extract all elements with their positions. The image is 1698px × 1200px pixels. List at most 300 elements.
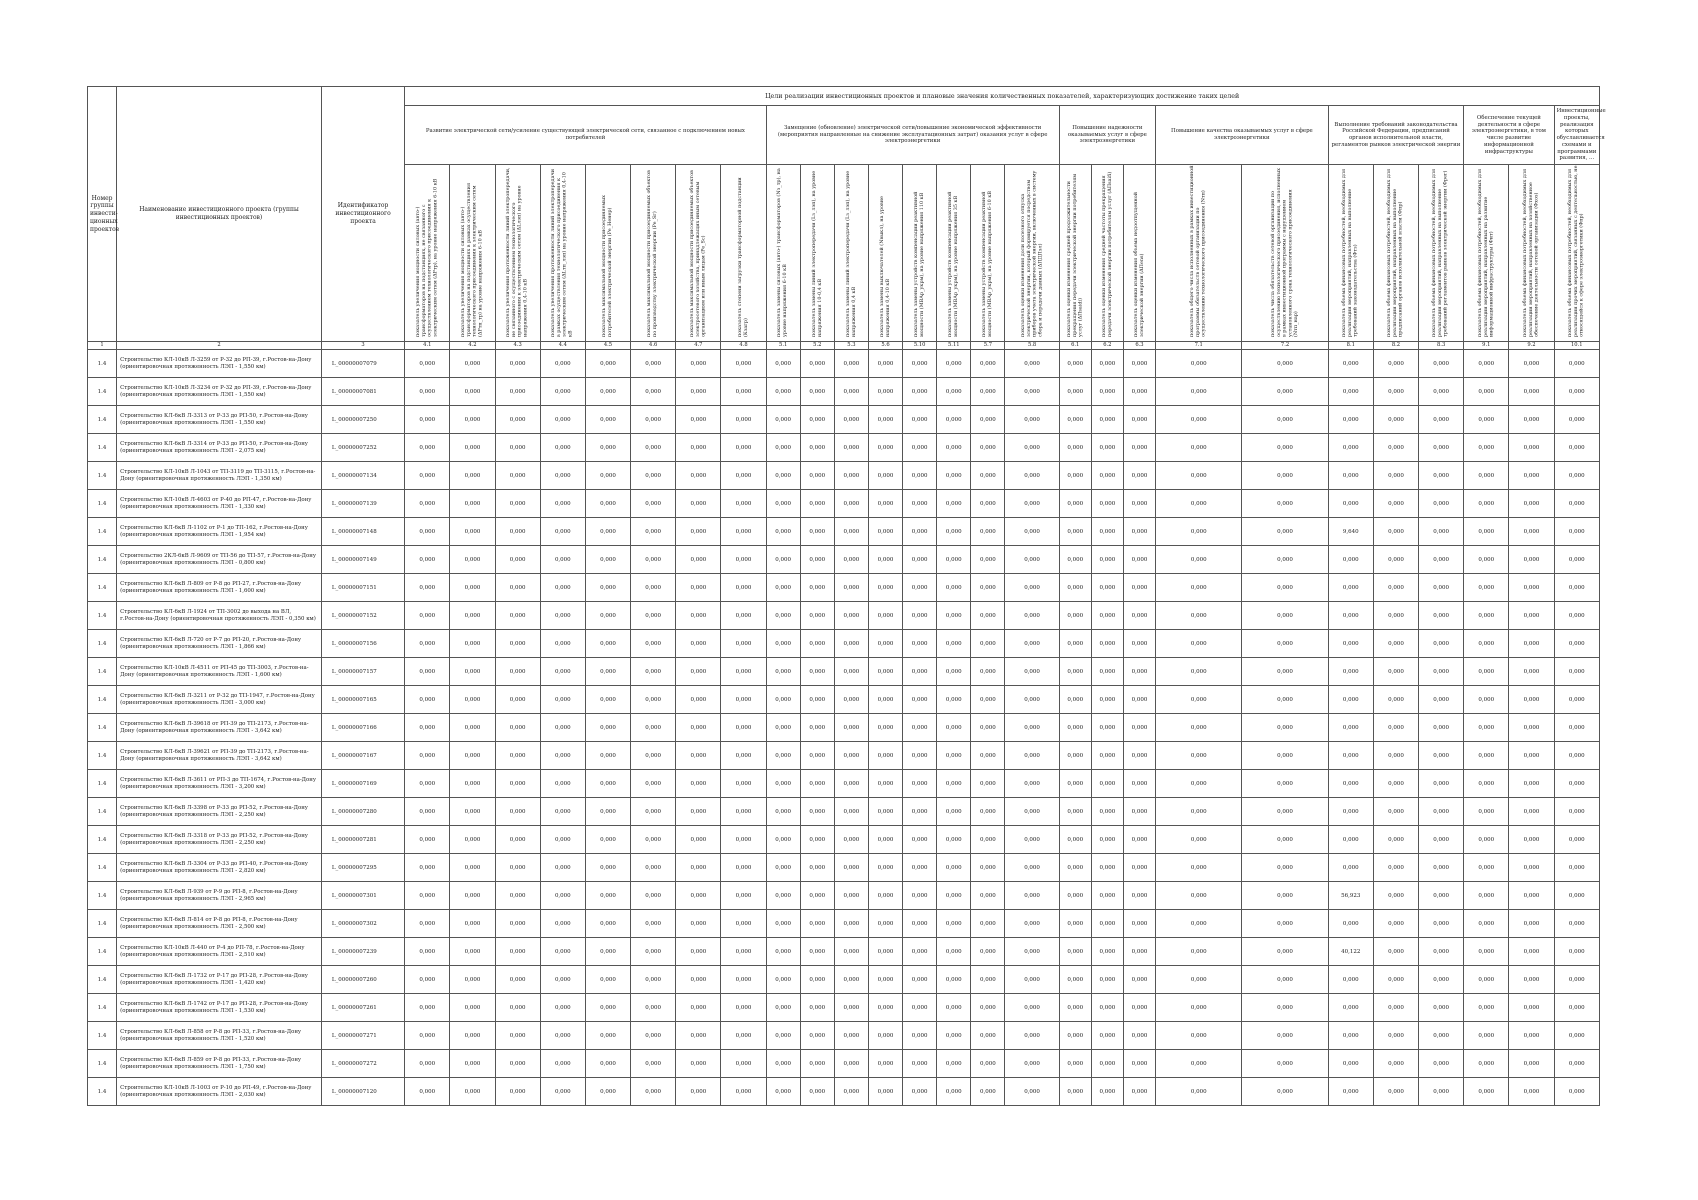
value-cell: 0,000 bbox=[1328, 770, 1373, 798]
value-cell: 0,000 bbox=[903, 854, 937, 882]
value-cell: 0,000 bbox=[1059, 798, 1091, 826]
project-name-cell: Строительство КЛ-10кВ Л-1003 от Р-10 до РП-49, г.Ростов-на-Дону (ориентировочная протяженность ЛЭП - 2,030 км) bbox=[117, 1078, 322, 1106]
value-cell: 0,000 bbox=[721, 910, 766, 938]
indicator-header bbox=[868, 165, 902, 342]
value-cell: 0,000 bbox=[937, 518, 971, 546]
value-cell: 0,000 bbox=[450, 518, 495, 546]
value-cell: 0,000 bbox=[540, 770, 585, 798]
value-cell: 0,000 bbox=[1464, 966, 1509, 994]
value-cell: 0,000 bbox=[1509, 630, 1554, 658]
value-cell: 0,000 bbox=[1123, 378, 1155, 406]
value-cell: 0,000 bbox=[1419, 602, 1464, 630]
value-cell: 0,000 bbox=[631, 854, 676, 882]
value-cell: 0,000 bbox=[766, 1050, 800, 1078]
value-cell: 0,000 bbox=[450, 546, 495, 574]
value-cell: 0,000 bbox=[450, 490, 495, 518]
value-cell: 0,000 bbox=[800, 574, 834, 602]
value-cell: 0,000 bbox=[1005, 1022, 1059, 1050]
group-number-cell: 1.4 bbox=[88, 686, 117, 714]
value-cell: 0,000 bbox=[721, 966, 766, 994]
header-group-quality: Повышение качества оказываемых услуг в сфере электроэнергетики bbox=[1156, 106, 1329, 165]
value-cell: 0,000 bbox=[721, 434, 766, 462]
value-cell: 0,000 bbox=[1464, 630, 1509, 658]
table-row bbox=[88, 854, 1600, 882]
value-cell: 0,000 bbox=[1156, 882, 1242, 910]
value-cell: 0,000 bbox=[1554, 798, 1599, 826]
value-cell: 0,000 bbox=[540, 602, 585, 630]
value-cell: 0,000 bbox=[1373, 966, 1418, 994]
value-cell: 0,000 bbox=[834, 714, 868, 742]
value-cell: 0,000 bbox=[1328, 714, 1373, 742]
value-cell: 0,000 bbox=[1059, 882, 1091, 910]
value-cell: 0,000 bbox=[1554, 490, 1599, 518]
value-cell: 0,000 bbox=[971, 630, 1005, 658]
value-cell: 0,000 bbox=[405, 518, 450, 546]
value-cell: 0,000 bbox=[1373, 798, 1418, 826]
value-cell: 0,000 bbox=[405, 994, 450, 1022]
value-cell: 0,000 bbox=[868, 546, 902, 574]
table-row bbox=[88, 686, 1600, 714]
column-number: 6.3 bbox=[1123, 342, 1155, 350]
value-cell: 0,000 bbox=[800, 406, 834, 434]
value-cell: 0,000 bbox=[1242, 658, 1328, 686]
value-cell: 0,000 bbox=[676, 1078, 721, 1106]
value-cell: 0,000 bbox=[1091, 434, 1123, 462]
value-cell: 0,000 bbox=[766, 966, 800, 994]
table-row bbox=[88, 1022, 1600, 1050]
value-cell: 0,000 bbox=[1509, 686, 1554, 714]
project-name-cell: Строительство КЛ-6кВ Л-859 от Р-8 до РП-33, г.Ростов-на-Дону (ориентировочная протяженность ЛЭП - 1,750 км) bbox=[117, 1050, 322, 1078]
value-cell: 0,000 bbox=[971, 994, 1005, 1022]
value-cell: 0,000 bbox=[1059, 518, 1091, 546]
value-cell: 0,000 bbox=[1059, 378, 1091, 406]
value-cell: 0,000 bbox=[495, 602, 540, 630]
value-cell: 0,000 bbox=[903, 490, 937, 518]
value-cell: 0,000 bbox=[1123, 490, 1155, 518]
value-cell: 0,000 bbox=[1419, 938, 1464, 966]
column-number: 9.1 bbox=[1464, 342, 1509, 350]
value-cell: 0,000 bbox=[450, 1022, 495, 1050]
value-cell: 0,000 bbox=[1156, 406, 1242, 434]
value-cell: 0,000 bbox=[903, 1022, 937, 1050]
value-cell: 0,000 bbox=[1464, 602, 1509, 630]
group-number-cell: 1.4 bbox=[88, 378, 117, 406]
value-cell: 0,000 bbox=[800, 910, 834, 938]
value-cell: 0,000 bbox=[585, 826, 630, 854]
value-cell: 0,000 bbox=[676, 854, 721, 882]
indicator-header bbox=[834, 165, 868, 342]
value-cell: 0,000 bbox=[1464, 518, 1509, 546]
value-cell: 0,000 bbox=[495, 462, 540, 490]
value-cell: 0,000 bbox=[1059, 630, 1091, 658]
column-number: 4.6 bbox=[631, 342, 676, 350]
value-cell: 0,000 bbox=[1554, 686, 1599, 714]
value-cell: 0,000 bbox=[1005, 434, 1059, 462]
column-number: 5.7 bbox=[971, 342, 1005, 350]
value-cell: 0,000 bbox=[1059, 854, 1091, 882]
value-cell: 0,000 bbox=[405, 406, 450, 434]
value-cell: 0,000 bbox=[631, 490, 676, 518]
value-cell: 0,000 bbox=[1123, 742, 1155, 770]
value-cell: 0,000 bbox=[800, 994, 834, 1022]
project-id-cell: L_00000007167 bbox=[321, 742, 404, 770]
project-name-cell: Строительство КЛ-10кВ Л-3234 от Р-32 до РП-39, г.Ростов-на-Дону (ориентировочная протяженность ЛЭП - 1,550 км) bbox=[117, 378, 322, 406]
value-cell: 0,000 bbox=[903, 910, 937, 938]
value-cell: 0,000 bbox=[1123, 994, 1155, 1022]
value-cell: 0,000 bbox=[868, 686, 902, 714]
value-cell: 0,000 bbox=[585, 1050, 630, 1078]
value-cell: 0,000 bbox=[1059, 658, 1091, 686]
value-cell: 0,000 bbox=[1464, 1022, 1509, 1050]
value-cell: 0,000 bbox=[1242, 798, 1328, 826]
value-cell: 0,000 bbox=[1554, 378, 1599, 406]
value-cell: 0,000 bbox=[1242, 630, 1328, 658]
value-cell: 0,000 bbox=[540, 826, 585, 854]
value-cell: 0,000 bbox=[1509, 490, 1554, 518]
value-cell: 0,000 bbox=[1091, 518, 1123, 546]
project-id-cell: L_00000007079 bbox=[321, 350, 404, 378]
value-cell: 0,000 bbox=[971, 910, 1005, 938]
value-cell: 0,000 bbox=[405, 770, 450, 798]
value-cell: 0,000 bbox=[1373, 630, 1418, 658]
value-cell: 0,000 bbox=[1059, 714, 1091, 742]
value-cell: 0,000 bbox=[937, 686, 971, 714]
table-row bbox=[88, 602, 1600, 630]
value-cell: 0,000 bbox=[676, 910, 721, 938]
group-number-cell: 1.4 bbox=[88, 994, 117, 1022]
value-cell: 0,000 bbox=[937, 350, 971, 378]
group-number-cell: 1.4 bbox=[88, 966, 117, 994]
value-cell: 0,000 bbox=[1005, 798, 1059, 826]
value-cell: 0,000 bbox=[1464, 462, 1509, 490]
value-cell: 0,000 bbox=[1554, 434, 1599, 462]
indicator-label: показатель оценки изменения доли полезного отпуска электрической энергии, который формируется посредством приборов учета электрической энергии, включенных в систему сбора и передачи данных (ΔПДПэл) bbox=[1019, 170, 1043, 337]
value-cell: 0,000 bbox=[800, 462, 834, 490]
group-number-cell: 1.4 bbox=[88, 910, 117, 938]
value-cell: 0,000 bbox=[766, 742, 800, 770]
value-cell: 0,000 bbox=[868, 1022, 902, 1050]
project-id-cell: L_00000007302 bbox=[321, 910, 404, 938]
value-cell: 0,000 bbox=[585, 490, 630, 518]
value-cell: 0,000 bbox=[585, 574, 630, 602]
value-cell: 0,000 bbox=[540, 630, 585, 658]
table-row bbox=[88, 826, 1600, 854]
value-cell: 0,000 bbox=[1509, 406, 1554, 434]
value-cell: 0,000 bbox=[1091, 1022, 1123, 1050]
value-cell: 0,000 bbox=[1509, 742, 1554, 770]
value-cell: 0,000 bbox=[1509, 378, 1554, 406]
value-cell: 0,000 bbox=[800, 770, 834, 798]
value-cell: 0,000 bbox=[495, 686, 540, 714]
value-cell: 0,000 bbox=[1091, 574, 1123, 602]
value-cell: 0,000 bbox=[676, 966, 721, 994]
value-cell: 0,000 bbox=[1464, 490, 1509, 518]
value-cell: 0,000 bbox=[1091, 462, 1123, 490]
value-cell: 0,000 bbox=[1509, 938, 1554, 966]
indicator-header bbox=[1242, 165, 1328, 342]
indicator-header bbox=[1419, 165, 1464, 342]
project-id-cell: L_00000007169 bbox=[321, 770, 404, 798]
table-row bbox=[88, 994, 1600, 1022]
value-cell: 0,000 bbox=[585, 1022, 630, 1050]
table-row bbox=[88, 658, 1600, 686]
indicator-label: показатель оценки изменения средней продолжительности прекращения передачи электрической энергии потребителям услуг (ΔПsaidi) bbox=[1065, 173, 1084, 337]
value-cell: 0,000 bbox=[450, 462, 495, 490]
value-cell: 0,000 bbox=[937, 574, 971, 602]
column-number: 5.11 bbox=[937, 342, 971, 350]
value-cell: 0,000 bbox=[631, 546, 676, 574]
value-cell: 0,000 bbox=[676, 490, 721, 518]
value-cell: 0,000 bbox=[450, 826, 495, 854]
value-cell: 0,000 bbox=[971, 966, 1005, 994]
value-cell: 0,000 bbox=[1328, 602, 1373, 630]
group-number-cell: 1.4 bbox=[88, 1022, 117, 1050]
value-cell: 0,000 bbox=[1328, 378, 1373, 406]
value-cell: 0,000 bbox=[868, 966, 902, 994]
header-project-name: Наименование инвестиционного проекта (группы инвестиционных проектов) bbox=[117, 87, 322, 342]
value-cell: 0,000 bbox=[1373, 742, 1418, 770]
indicator-header bbox=[937, 165, 971, 342]
value-cell: 0,000 bbox=[495, 966, 540, 994]
value-cell: 0,000 bbox=[540, 1050, 585, 1078]
value-cell: 0,000 bbox=[903, 770, 937, 798]
value-cell: 0,000 bbox=[868, 798, 902, 826]
value-cell: 0,000 bbox=[585, 378, 630, 406]
value-cell: 0,000 bbox=[631, 630, 676, 658]
value-cell: 0,000 bbox=[1419, 378, 1464, 406]
value-cell: 0,000 bbox=[1123, 770, 1155, 798]
value-cell: 0,000 bbox=[1005, 966, 1059, 994]
value-cell: 0,000 bbox=[721, 518, 766, 546]
value-cell: 0,000 bbox=[1419, 686, 1464, 714]
table-row bbox=[88, 434, 1600, 462]
group-number-cell: 1.4 bbox=[88, 826, 117, 854]
project-id-cell: L_00000007281 bbox=[321, 826, 404, 854]
table-row bbox=[88, 462, 1600, 490]
value-cell: 0,000 bbox=[834, 1022, 868, 1050]
value-cell: 0,000 bbox=[971, 462, 1005, 490]
value-cell: 0,000 bbox=[1005, 826, 1059, 854]
value-cell: 0,000 bbox=[721, 378, 766, 406]
value-cell: 0,000 bbox=[1091, 770, 1123, 798]
value-cell: 0,000 bbox=[1156, 1078, 1242, 1106]
value-cell: 0,000 bbox=[1464, 378, 1509, 406]
value-cell: 0,000 bbox=[1328, 462, 1373, 490]
value-cell: 0,000 bbox=[540, 378, 585, 406]
value-cell: 0,000 bbox=[834, 490, 868, 518]
value-cell: 0,000 bbox=[1091, 854, 1123, 882]
value-cell: 0,000 bbox=[868, 882, 902, 910]
value-cell: 0,000 bbox=[631, 826, 676, 854]
value-cell: 0,000 bbox=[971, 798, 1005, 826]
value-cell: 0,000 bbox=[1373, 854, 1418, 882]
value-cell: 0,000 bbox=[1123, 826, 1155, 854]
value-cell: 0,000 bbox=[721, 686, 766, 714]
value-cell: 0,000 bbox=[1242, 1050, 1328, 1078]
value-cell: 0,000 bbox=[903, 406, 937, 434]
value-cell: 0,000 bbox=[450, 994, 495, 1022]
value-cell: 0,000 bbox=[1373, 546, 1418, 574]
value-cell: 0,000 bbox=[540, 462, 585, 490]
indicator-header bbox=[1005, 165, 1059, 342]
value-cell: 0,000 bbox=[1091, 686, 1123, 714]
value-cell: 0,000 bbox=[971, 770, 1005, 798]
value-cell: 0,000 bbox=[631, 602, 676, 630]
value-cell: 0,000 bbox=[676, 518, 721, 546]
indicator-header bbox=[585, 165, 630, 342]
column-number: 4.7 bbox=[676, 342, 721, 350]
indicator-label: показатель объема финансовых потребностей, необходимых для реализации мероприятий, направленных на выполнение требований регламентов рынков электрической энергии (Фрег) bbox=[1431, 168, 1450, 337]
project-name-cell: Строительство КЛ-6кВ Л-1102 от Р-1 до ТП-162, г.Ростов-на-Дону (ориентировочная протяженность ЛЭП - 1,954 км) bbox=[117, 518, 322, 546]
value-cell: 0,000 bbox=[834, 658, 868, 686]
column-number: 8.3 bbox=[1419, 342, 1464, 350]
value-cell: 0,000 bbox=[1005, 490, 1059, 518]
value-cell: 0,000 bbox=[585, 854, 630, 882]
value-cell: 0,000 bbox=[1328, 546, 1373, 574]
value-cell: 0,000 bbox=[495, 910, 540, 938]
value-cell: 0,000 bbox=[1091, 406, 1123, 434]
project-id-cell: L_00000007272 bbox=[321, 1050, 404, 1078]
value-cell: 0,000 bbox=[1059, 938, 1091, 966]
value-cell: 0,000 bbox=[1123, 1050, 1155, 1078]
value-cell: 0,000 bbox=[676, 546, 721, 574]
value-cell: 0,000 bbox=[405, 434, 450, 462]
value-cell: 0,000 bbox=[868, 854, 902, 882]
value-cell: 0,000 bbox=[1005, 714, 1059, 742]
indicator-header bbox=[1059, 165, 1091, 342]
value-cell: 0,000 bbox=[1419, 882, 1464, 910]
value-cell: 0,000 bbox=[1091, 546, 1123, 574]
value-cell: 0,000 bbox=[405, 938, 450, 966]
value-cell: 0,000 bbox=[766, 882, 800, 910]
value-cell: 0,000 bbox=[676, 574, 721, 602]
value-cell: 0,000 bbox=[1091, 714, 1123, 742]
project-name-cell: Строительство КЛ-10кВ Л-440 от Р-4 до РП-78, г.Ростов-на-Дону (ориентировочная протяженность ЛЭП - 2,510 км) bbox=[117, 938, 322, 966]
value-cell: 0,000 bbox=[868, 938, 902, 966]
value-cell: 0,000 bbox=[1554, 714, 1599, 742]
value-cell: 0,000 bbox=[1373, 406, 1418, 434]
value-cell: 0,000 bbox=[585, 658, 630, 686]
project-name-cell: Строительство КЛ-6кВ Л-1742 от Р-17 до РП-28, г.Ростов-на-Дону (ориентировочная протяженность ЛЭП - 1,530 км) bbox=[117, 994, 322, 1022]
value-cell: 0,000 bbox=[540, 350, 585, 378]
value-cell: 0,000 bbox=[495, 1022, 540, 1050]
value-cell: 0,000 bbox=[450, 602, 495, 630]
value-cell: 0,000 bbox=[868, 378, 902, 406]
value-cell: 0,000 bbox=[971, 938, 1005, 966]
value-cell: 0,000 bbox=[1419, 742, 1464, 770]
value-cell: 0,000 bbox=[971, 1078, 1005, 1106]
value-cell: 0,000 bbox=[1328, 630, 1373, 658]
project-id-cell: L_00000007156 bbox=[321, 630, 404, 658]
value-cell: 0,000 bbox=[405, 574, 450, 602]
indicator-label: показатель увеличения мощности силовых (авто-) трансформаторов на подстанциях, не связанного с осуществлением технологического присоединения к электрическим сетям (ΔPтр), на уровне напряжения 6-10 кВ bbox=[414, 178, 439, 337]
value-cell: 0,000 bbox=[585, 714, 630, 742]
value-cell: 0,000 bbox=[971, 490, 1005, 518]
project-name-cell: Строительство КЛ-6кВ Л-720 от Р-7 до РП-20, г.Ростов-на-Дону (ориентировочная протяженность ЛЭП - 1,866 км) bbox=[117, 630, 322, 658]
indicator-label: показатель числа обязательств сетевой организации по осуществлению технологического присоединения, исполненных в рамках инвестиционной программы с нарушением установленного срока технологического присоединения (Nтп_нар) bbox=[1269, 168, 1299, 337]
value-cell: 0,000 bbox=[405, 798, 450, 826]
table-row bbox=[88, 966, 1600, 994]
project-name-cell: Строительство КЛ-10кВ Л-1043 от ТП-3119 до ТП-3115, г.Ростов-на-Дону (ориентировочная протяженность ЛЭП - 1,350 км) bbox=[117, 462, 322, 490]
project-id-cell: L_00000007250 bbox=[321, 406, 404, 434]
value-cell: 0,000 bbox=[903, 798, 937, 826]
value-cell: 0,000 bbox=[1123, 630, 1155, 658]
value-cell: 0,000 bbox=[1509, 546, 1554, 574]
value-cell: 0,000 bbox=[631, 714, 676, 742]
value-cell: 0,000 bbox=[1509, 1050, 1554, 1078]
value-cell: 0,000 bbox=[1373, 602, 1418, 630]
value-cell: 0,000 bbox=[1464, 854, 1509, 882]
column-number: 8.2 bbox=[1373, 342, 1418, 350]
value-cell: 0,000 bbox=[721, 546, 766, 574]
value-cell: 0,000 bbox=[1554, 546, 1599, 574]
value-cell: 0,000 bbox=[1123, 854, 1155, 882]
indicator-label: показатель объема финансовых потребностей, необходимых для реализации мероприятий, направленных на выполнение предписаний органов исполнительной власти (Фпр) bbox=[1386, 168, 1404, 337]
value-cell: 0,000 bbox=[1059, 994, 1091, 1022]
value-cell: 0,000 bbox=[834, 686, 868, 714]
project-name-cell: Строительство КЛ-10кВ Л-4603 от Р-40 до РП-47, г.Ростов-на-Дону (ориентировочная протяженность ЛЭП - 1,330 км) bbox=[117, 490, 322, 518]
value-cell: 0,000 bbox=[1328, 1050, 1373, 1078]
value-cell: 0,000 bbox=[1419, 826, 1464, 854]
value-cell: 0,000 bbox=[1005, 910, 1059, 938]
value-cell: 0,000 bbox=[800, 854, 834, 882]
value-cell: 0,000 bbox=[1464, 714, 1509, 742]
value-cell: 0,000 bbox=[800, 602, 834, 630]
indicator-label: показатель объема финансовых потребностей, необходимых для реализации прочих мероприятий, связанных с деятельностью, не относящейся к сфере электроэнергетики (Фпр) bbox=[1567, 165, 1585, 337]
value-cell: 0,000 bbox=[495, 1078, 540, 1106]
value-cell: 0,000 bbox=[405, 742, 450, 770]
column-number: 4.1 bbox=[405, 342, 450, 350]
value-cell: 0,000 bbox=[450, 770, 495, 798]
value-cell: 0,000 bbox=[834, 574, 868, 602]
value-cell: 0,000 bbox=[1123, 518, 1155, 546]
value-cell: 0,000 bbox=[1156, 574, 1242, 602]
project-id-cell: L_00000007134 bbox=[321, 462, 404, 490]
value-cell: 0,000 bbox=[1419, 518, 1464, 546]
value-cell: 0,000 bbox=[1091, 630, 1123, 658]
value-cell: 0,000 bbox=[676, 994, 721, 1022]
value-cell: 0,000 bbox=[1123, 966, 1155, 994]
value-cell: 0,000 bbox=[971, 714, 1005, 742]
value-cell: 0,000 bbox=[766, 826, 800, 854]
value-cell: 0,000 bbox=[450, 1050, 495, 1078]
value-cell: 0,000 bbox=[540, 406, 585, 434]
value-cell: 0,000 bbox=[971, 434, 1005, 462]
value-cell: 0,000 bbox=[1156, 966, 1242, 994]
value-cell: 0,000 bbox=[585, 938, 630, 966]
value-cell: 0,000 bbox=[495, 658, 540, 686]
indicator-header bbox=[1328, 165, 1373, 342]
value-cell: 0,000 bbox=[800, 658, 834, 686]
value-cell: 0,000 bbox=[1242, 1022, 1328, 1050]
value-cell: 0,000 bbox=[766, 462, 800, 490]
project-name-cell: Строительство КЛ-6кВ Л-39618 от РП-39 до ТП-2173, г.Ростов-на-Дону (ориентировочная протяженность ЛЭП - 3,642 км) bbox=[117, 714, 322, 742]
value-cell: 0,000 bbox=[868, 1078, 902, 1106]
value-cell: 0,000 bbox=[1419, 770, 1464, 798]
value-cell: 0,000 bbox=[721, 462, 766, 490]
value-cell: 0,000 bbox=[868, 518, 902, 546]
group-number-cell: 1.4 bbox=[88, 630, 117, 658]
project-id-cell: L_00000007166 bbox=[321, 714, 404, 742]
value-cell: 0,000 bbox=[834, 546, 868, 574]
value-cell: 0,000 bbox=[631, 966, 676, 994]
value-cell: 0,000 bbox=[405, 826, 450, 854]
value-cell: 0,000 bbox=[721, 854, 766, 882]
value-cell: 0,000 bbox=[1005, 602, 1059, 630]
value-cell: 0,000 bbox=[1091, 882, 1123, 910]
value-cell: 0,000 bbox=[834, 826, 868, 854]
indicator-label: показатель замены линий электропередачи (Lз_лэп), на уровне напряжения 10-0,4 кВ bbox=[810, 170, 823, 337]
